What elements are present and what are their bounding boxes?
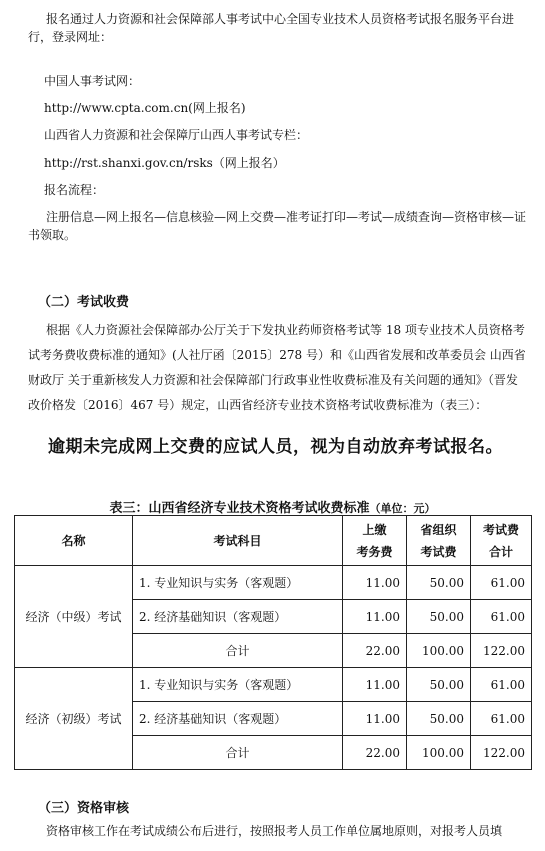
- flow-paragraph: [28, 208, 529, 244]
- table-row: [15, 668, 532, 702]
- subtotal-label: 合计: [133, 736, 343, 770]
- fee-cell: 50.00: [407, 600, 471, 634]
- fee-cell: 11.00: [343, 566, 407, 600]
- subject-cell: 2. 经济基础知识（客观题）: [133, 600, 343, 634]
- fee-cell: 50.00: [407, 702, 471, 736]
- fee-cell: 122.00: [471, 634, 532, 668]
- site1-url-link[interactable]: http://www.cpta.com.cn(网上报名): [44, 101, 246, 115]
- table-row: [15, 566, 532, 600]
- section-fee-heading: （二）考试收费: [38, 295, 130, 310]
- fee-cell: 61.00: [471, 566, 532, 600]
- flow-label: 报名流程：: [44, 183, 105, 197]
- section-qualification-heading: （三）资格审核: [38, 801, 130, 816]
- table-caption: [0, 497, 545, 516]
- subject-cell: 1. 专业知识与实务（客观题）: [133, 668, 343, 702]
- fee-cell: 11.00: [343, 702, 407, 736]
- registration-paragraph: [28, 10, 529, 46]
- fee-cell: 122.00: [471, 736, 532, 770]
- fee-cell: 50.00: [407, 566, 471, 600]
- fee-cell: 11.00: [343, 668, 407, 702]
- qualification-text: 资格审核工作在考试成绩公布后进行，按照报考人员工作单位属地原则，对报考人员填: [46, 824, 503, 838]
- registration-text: 报名通过人力资源和社会保障部人事考试中心全国专业技术人员资格考试报名服务平台进行，登录网址：: [28, 12, 515, 44]
- fee-cell: 11.00: [343, 600, 407, 634]
- subject-cell: 2. 经济基础知识（客观题）: [133, 702, 343, 736]
- site2-name: 山西省人力资源和社会保障厅山西人事考试专栏：: [44, 128, 309, 142]
- subject-cell: 1. 专业知识与实务（客观题）: [133, 566, 343, 600]
- fee-cell: 61.00: [471, 600, 532, 634]
- fee-cell: 100.00: [407, 736, 471, 770]
- header-subject: 考试科目: [133, 516, 343, 566]
- table-unit: （单位：元）: [369, 502, 436, 515]
- header-fee-province: 省组织 考试费: [407, 516, 471, 566]
- subtotal-label: 合计: [133, 634, 343, 668]
- group-name-junior: 经济（初级）考试: [15, 668, 133, 770]
- fee-text: 根据《人力资源社会保障部办公厅关于下发执业药师资格考试等 18 项专业技术人员资格考试考务费收费标准的通知》(人社厅函〔2015〕278 号）和《山西省发展和改革委员会 山西省财政厅 关于重新核发人力资源和社会保障部门行政事业性收费标准及有关问题的通知》（晋发改价格发〔2016〕467 号）规定，山西省经济专业技术资格考试收费标准为（表三）：: [28, 323, 526, 412]
- header-fee-total: 考试费 合计: [471, 516, 532, 566]
- fee-table: [14, 515, 532, 770]
- table-caption-text: 表三：山西省经济专业技术资格考试收费标准: [109, 501, 370, 516]
- fee-cell: 22.00: [343, 736, 407, 770]
- table-header-row: [15, 516, 532, 566]
- site1-name: 中国人事考试网：: [44, 74, 141, 88]
- group-name-intermediate: 经济（中级）考试: [15, 566, 133, 668]
- flow-text: 注册信息—网上报名—信息核验—网上交费—准考证打印—考试—成绩查询—资格审核—证书领取。: [28, 210, 527, 242]
- fee-cell: 22.00: [343, 634, 407, 668]
- payment-deadline-notice: 逾期未完成网上交费的应试人员，视为自动放弃考试报名。: [48, 437, 503, 457]
- header-name: 名称: [15, 516, 133, 566]
- fee-cell: 50.00: [407, 668, 471, 702]
- fee-cell: 61.00: [471, 668, 532, 702]
- fee-cell: 100.00: [407, 634, 471, 668]
- site2-url-link[interactable]: http://rst.shanxi.gov.cn/rsks（网上报名）: [44, 156, 285, 170]
- header-fee-paid: 上缴 考务费: [343, 516, 407, 566]
- fee-paragraph: [28, 318, 529, 418]
- fee-cell: 61.00: [471, 702, 532, 736]
- qualification-paragraph: [28, 822, 529, 840]
